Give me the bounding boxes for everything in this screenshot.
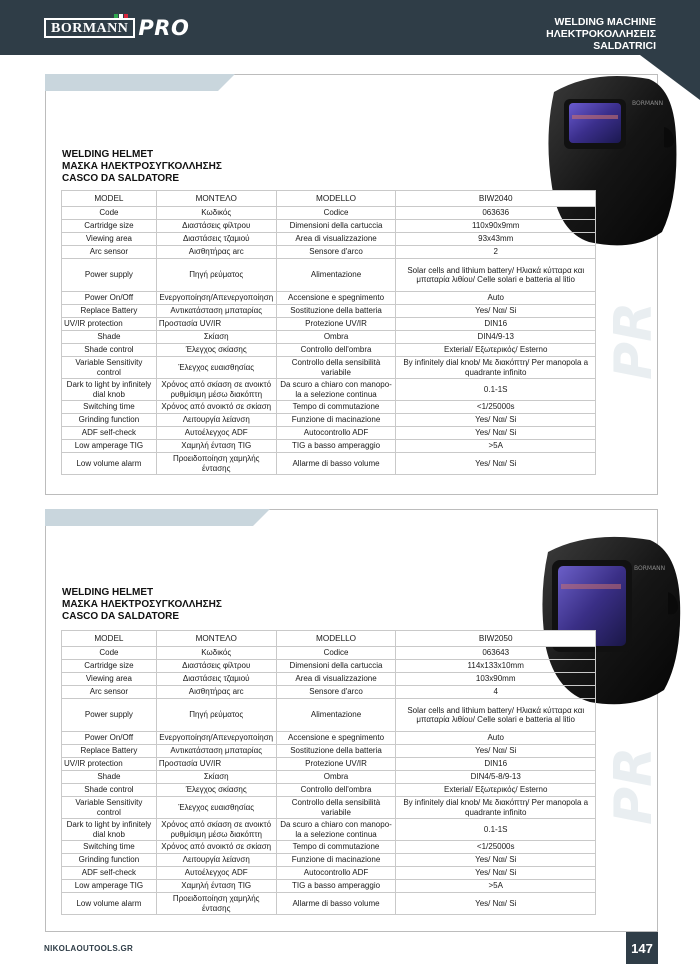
table-cell: Χρόνος από σκίαση σε ανοικτό ρυθμίσιμη μέσω διακόπτη — [156, 379, 276, 401]
table-cell: Προστασία UV/IR — [156, 318, 276, 331]
table-header-row — [62, 631, 596, 647]
table-cell: Solar cells and lithium battery/ Ηλιακά κύτταρα και μπαταρία λιθίου/ Celle solari e batteria al litio — [396, 259, 596, 292]
header-cell: ΜΟΝΤΕΛΟ — [156, 631, 276, 647]
product-title-en: WELDING HELMET — [62, 149, 154, 160]
table-cell: 0.1-1S — [396, 819, 596, 841]
table-row — [62, 758, 596, 771]
svg-text:BORMANN: BORMANN — [632, 100, 664, 107]
table-cell: Codice — [276, 207, 396, 220]
svg-text:PR: PR — [604, 301, 664, 380]
table-cell: Dark to light by infinitely dial knob — [62, 379, 157, 401]
table-cell: Variable Sensitivity control — [62, 797, 157, 819]
table-cell: Shade control — [62, 784, 157, 797]
table-cell: Low volume alarm — [62, 893, 157, 915]
table-cell: Αισθητήρας arc — [156, 246, 276, 259]
header-cell: MODEL — [62, 631, 157, 647]
brand-suffix: PRO — [138, 16, 190, 40]
svg-text:BORMANN: BORMANN — [634, 565, 666, 572]
header-cell: ΜΟΝΤΕΛΟ — [156, 191, 276, 207]
table-row — [62, 292, 596, 305]
table-cell: Έλεγχος ευαισθησίας — [156, 357, 276, 379]
table-cell: Sostituzione della batteria — [276, 305, 396, 318]
table-cell: <1/25000s — [396, 841, 596, 854]
table-cell: >5A — [396, 880, 596, 893]
table-row — [62, 732, 596, 745]
table-cell: Sostituzione della batteria — [276, 745, 396, 758]
table-cell: Λειτουργία λείανση — [156, 414, 276, 427]
table-cell: Allarme di basso volume — [276, 893, 396, 915]
table-cell: Auto — [396, 732, 596, 745]
table-cell: 4 — [396, 686, 596, 699]
table-cell: Autocontrollo ADF — [276, 867, 396, 880]
table-cell: Πηγή ρεύματος — [156, 699, 276, 732]
table-cell: Grinding function — [62, 414, 157, 427]
table-cell: Διαστάσεις τζαμιού — [156, 233, 276, 246]
table-row — [62, 318, 596, 331]
table-cell: Yes/ Ναι/ Si — [396, 893, 596, 915]
table-cell: Exterial/ Εξωτερικός/ Esterno — [396, 344, 596, 357]
table-cell: Χρόνος από ανοικτό σε σκίαση — [156, 401, 276, 414]
table-cell: Αντικατάσταση μπαταρίας — [156, 745, 276, 758]
table-cell: UV/IR protection — [62, 318, 157, 331]
table-row — [62, 854, 596, 867]
table-cell: Λειτουργία λείανση — [156, 854, 276, 867]
table-cell: Cartridge size — [62, 660, 157, 673]
table-cell: Χαμηλή ένταση TIG — [156, 880, 276, 893]
table-cell: Χαμηλή ένταση TIG — [156, 440, 276, 453]
svg-text:PR: PR — [604, 746, 664, 825]
table-row — [62, 647, 596, 660]
specs-table — [61, 190, 596, 475]
table-cell: Tempo di commutazione — [276, 841, 396, 854]
table-cell: Έλεγχος σκίασης — [156, 784, 276, 797]
table-cell: Κωδικός — [156, 207, 276, 220]
table-row — [62, 331, 596, 344]
table-cell: Protezione UV/IR — [276, 758, 396, 771]
table-cell: DIN4/5-8/9-13 — [396, 771, 596, 784]
table-cell: Da scuro a chiaro con manopo-la a selezione continua — [276, 379, 396, 401]
table-row — [62, 357, 596, 379]
table-cell: Χρόνος από ανοικτό σε σκίαση — [156, 841, 276, 854]
table-cell: Code — [62, 647, 157, 660]
table-cell: Accensione e spegnimento — [276, 292, 396, 305]
table-row — [62, 453, 596, 475]
card-header-strip — [45, 509, 270, 526]
table-cell: Έλεγχος ευαισθησίας — [156, 797, 276, 819]
table-cell: 93x43mm — [396, 233, 596, 246]
table-cell: Low volume alarm — [62, 453, 157, 475]
table-cell: Ombra — [276, 771, 396, 784]
table-cell: Viewing area — [62, 233, 157, 246]
table-cell: Ενεργοποίηση/Απενεργοποίηση — [156, 732, 276, 745]
table-cell: Sensore d'arco — [276, 686, 396, 699]
table-row — [62, 259, 596, 292]
table-cell: Area di visualizzazione — [276, 673, 396, 686]
table-cell: DIN16 — [396, 318, 596, 331]
table-cell: Power On/Off — [62, 292, 157, 305]
table-cell: Shade — [62, 771, 157, 784]
table-cell: Controllo della sensibilità variabile — [276, 797, 396, 819]
product-title-gr: ΜΑΣΚΑ ΗΛΕΚΤΡΟΣΥΓΚΟΛΛΗΣΗΣ — [62, 599, 222, 610]
table-cell: 0.1-1S — [396, 379, 596, 401]
table-cell: Arc sensor — [62, 246, 157, 259]
table-row — [62, 771, 596, 784]
table-cell: ADF self-check — [62, 867, 157, 880]
table-row — [62, 819, 596, 841]
brand-logo — [44, 17, 189, 39]
table-cell: Protezione UV/IR — [276, 318, 396, 331]
table-cell: By infinitely dial knob/ Με διακόπτη/ Per manopola a quadrante infinito — [396, 797, 596, 819]
table-cell: Power supply — [62, 699, 157, 732]
product-title-gr: ΜΑΣΚΑ ΗΛΕΚΤΡΟΣΥΓΚΟΛΛΗΣΗΣ — [62, 161, 222, 172]
table-row — [62, 207, 596, 220]
product-title-en: WELDING HELMET — [62, 587, 154, 598]
table-row — [62, 344, 596, 357]
table-cell: 063643 — [396, 647, 596, 660]
table-row — [62, 686, 596, 699]
table-cell: Tempo di commutazione — [276, 401, 396, 414]
table-cell: >5A — [396, 440, 596, 453]
table-row — [62, 745, 596, 758]
table-cell: ADF self-check — [62, 427, 157, 440]
table-cell: Shade — [62, 331, 157, 344]
table-cell: Funzione di macinazione — [276, 414, 396, 427]
table-row — [62, 401, 596, 414]
table-cell: TIG a basso amperaggio — [276, 880, 396, 893]
table-cell: Yes/ Ναι/ Si — [396, 453, 596, 475]
table-cell: Σκίαση — [156, 771, 276, 784]
header-cell: MODEL — [62, 191, 157, 207]
table-row — [62, 699, 596, 732]
table-cell: Switching time — [62, 841, 157, 854]
table-cell: Controllo dell'ombra — [276, 344, 396, 357]
table-cell: Codice — [276, 647, 396, 660]
table-cell: 063636 — [396, 207, 596, 220]
card-header-strip — [45, 74, 235, 91]
table-cell: Έλεγχος σκίασης — [156, 344, 276, 357]
category-title-it: SALDATRICI — [593, 40, 656, 52]
table-cell: Πηγή ρεύματος — [156, 259, 276, 292]
table-cell: TIG a basso amperaggio — [276, 440, 396, 453]
table-cell: Διαστάσεις φίλτρου — [156, 660, 276, 673]
brand-name: BORMANN — [51, 21, 129, 36]
table-cell: Replace Battery — [62, 745, 157, 758]
table-cell: Replace Battery — [62, 305, 157, 318]
table-cell: Alimentazione — [276, 699, 396, 732]
category-title-gr: ΗΛΕΚΤΡΟΚΟΛΛΗΣΕΙΣ — [546, 28, 656, 40]
table-cell: Cartridge size — [62, 220, 157, 233]
header-cell: MODELLO — [276, 191, 396, 207]
table-cell: DIN4/9-13 — [396, 331, 596, 344]
table-row — [62, 880, 596, 893]
table-cell: Αυτοέλεγχος ADF — [156, 427, 276, 440]
table-row — [62, 867, 596, 880]
table-cell: Yes/ Ναι/ Si — [396, 427, 596, 440]
specs-table — [61, 630, 596, 915]
table-cell: 114x133x10mm — [396, 660, 596, 673]
table-row — [62, 246, 596, 259]
table-cell: DIN16 — [396, 758, 596, 771]
table-cell: Προειδοποίηση χαμηλής έντασης — [156, 893, 276, 915]
table-cell: Autocontrollo ADF — [276, 427, 396, 440]
table-cell: Προστασία UV/IR — [156, 758, 276, 771]
category-titles — [546, 16, 656, 52]
header-cell: BIW2050 — [396, 631, 596, 647]
table-cell: Da scuro a chiaro con manopo-la a selezione continua — [276, 819, 396, 841]
table-header-row — [62, 191, 596, 207]
table-cell: Yes/ Ναι/ Si — [396, 867, 596, 880]
product-title-it: CASCO DA SALDATORE — [62, 173, 180, 184]
table-cell: Αυτοέλεγχος ADF — [156, 867, 276, 880]
table-row — [62, 414, 596, 427]
table-cell: Αντικατάσταση μπαταρίας — [156, 305, 276, 318]
product-card — [45, 509, 666, 932]
table-cell: Dimensioni della cartuccia — [276, 660, 396, 673]
table-row — [62, 673, 596, 686]
table-row — [62, 660, 596, 673]
table-cell: 103x90mm — [396, 673, 596, 686]
table-cell: Low amperage TIG — [62, 880, 157, 893]
header-cell: MODELLO — [276, 631, 396, 647]
table-cell: Alimentazione — [276, 259, 396, 292]
table-cell: Διαστάσεις τζαμιού — [156, 673, 276, 686]
table-cell: Διαστάσεις φίλτρου — [156, 220, 276, 233]
table-cell: Προειδοποίηση χαμηλής έντασης — [156, 453, 276, 475]
table-cell: Code — [62, 207, 157, 220]
table-cell: 2 — [396, 246, 596, 259]
footer-website: NIKOLAOUTOOLS.GR — [44, 944, 134, 953]
table-cell: Ombra — [276, 331, 396, 344]
category-title-en: WELDING MACHINE — [554, 16, 656, 28]
table-cell: Yes/ Ναι/ Si — [396, 745, 596, 758]
table-cell: Αισθητήρας arc — [156, 686, 276, 699]
table-cell: <1/25000s — [396, 401, 596, 414]
table-cell: Auto — [396, 292, 596, 305]
table-cell: Accensione e spegnimento — [276, 732, 396, 745]
table-cell: Dark to light by infinitely dial knob — [62, 819, 157, 841]
product-card — [45, 74, 664, 495]
page-number: 147 — [626, 932, 658, 964]
table-row — [62, 893, 596, 915]
table-row — [62, 440, 596, 453]
table-cell: Variable Sensitivity control — [62, 357, 157, 379]
table-cell: 110x90x9mm — [396, 220, 596, 233]
table-row — [62, 379, 596, 401]
flag-icon — [114, 14, 128, 18]
table-cell: Area di visualizzazione — [276, 233, 396, 246]
table-cell: Switching time — [62, 401, 157, 414]
table-row — [62, 784, 596, 797]
product-title-it: CASCO DA SALDATORE — [62, 611, 180, 622]
table-row — [62, 305, 596, 318]
table-cell: Exterial/ Εξωτερικός/ Esterno — [396, 784, 596, 797]
table-row — [62, 797, 596, 819]
table-cell: Controllo della sensibilità variabile — [276, 357, 396, 379]
table-cell: Solar cells and lithium battery/ Ηλιακά κύτταρα και μπαταρία λιθίου/ Celle solari e batteria al litio — [396, 699, 596, 732]
table-row — [62, 427, 596, 440]
table-cell: Arc sensor — [62, 686, 157, 699]
table-cell: Dimensioni della cartuccia — [276, 220, 396, 233]
table-cell: Χρόνος από σκίαση σε ανοικτό ρυθμίσιμη μέσω διακόπτη — [156, 819, 276, 841]
brand-name-box — [44, 18, 135, 38]
table-cell: By infinitely dial knob/ Με διακόπτη/ Per manopola a quadrante infinito — [396, 357, 596, 379]
table-cell: Ενεργοποίηση/Απενεργοποίηση — [156, 292, 276, 305]
table-row — [62, 841, 596, 854]
table-cell: Power supply — [62, 259, 157, 292]
table-cell: Yes/ Ναι/ Si — [396, 305, 596, 318]
table-cell: UV/IR protection — [62, 758, 157, 771]
product-title — [62, 587, 222, 623]
table-cell: Controllo dell'ombra — [276, 784, 396, 797]
product-title — [62, 149, 222, 185]
table-cell: Σκίαση — [156, 331, 276, 344]
header-cell: BIW2040 — [396, 191, 596, 207]
table-cell: Shade control — [62, 344, 157, 357]
table-cell: Low amperage TIG — [62, 440, 157, 453]
table-cell: Grinding function — [62, 854, 157, 867]
table-row — [62, 220, 596, 233]
table-cell: Power On/Off — [62, 732, 157, 745]
table-row — [62, 233, 596, 246]
table-cell: Funzione di macinazione — [276, 854, 396, 867]
table-cell: Yes/ Ναι/ Si — [396, 854, 596, 867]
table-cell: Κωδικός — [156, 647, 276, 660]
table-cell: Allarme di basso volume — [276, 453, 396, 475]
table-cell: Yes/ Ναι/ Si — [396, 414, 596, 427]
table-cell: Sensore d'arco — [276, 246, 396, 259]
table-cell: Viewing area — [62, 673, 157, 686]
